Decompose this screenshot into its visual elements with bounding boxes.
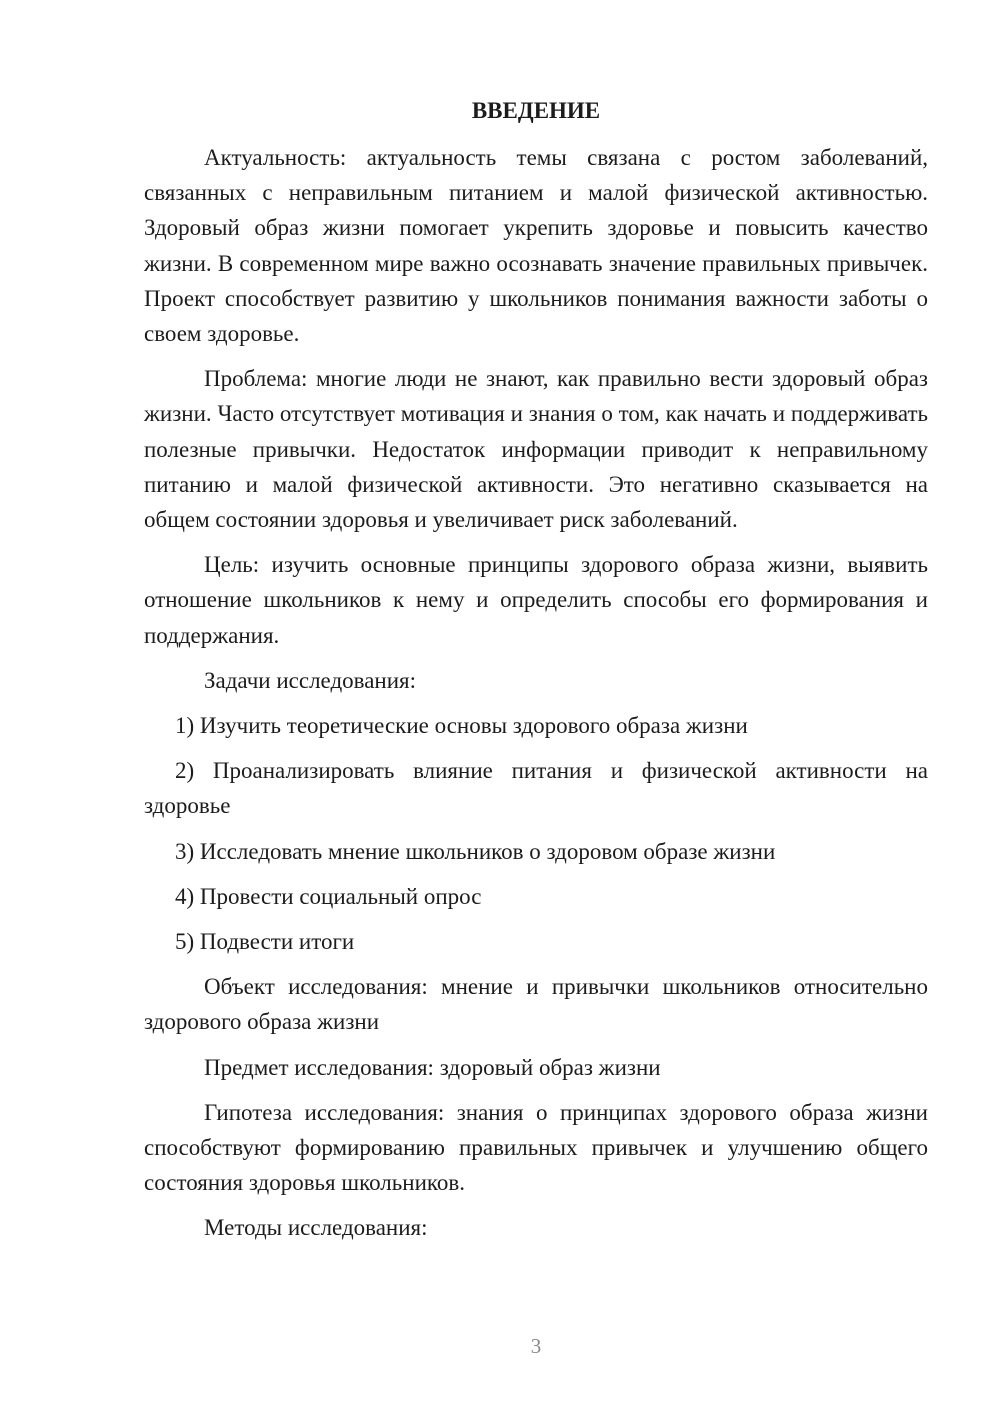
problem-paragraph: Проблема: многие люди не знают, как правильно вести здоровый образ жизни. Часто отсутствует мотивация и знания о том, как начать и поддерживать полезные привычки. Недостаток информации приводит к неправильному питанию и малой физической активности. Это негативно сказывается на общем состоянии здоровья и увеличивает риск заболеваний. xyxy=(144,366,928,533)
document-page xyxy=(144,96,928,1246)
task-item-4: 4) Провести социальный опрос xyxy=(175,883,482,909)
relevance-paragraph: Актуальность: актуальность темы связана с ростом заболеваний, связанных с неправильным питанием и малой физической активностью. Здоровый образ жизни помогает укрепить здоровье и повысить качество жизни. В современном мире важно осознавать значение правильных привычек. Проект способствует развитию у школьников понимания важности заботы о своем здоровье. xyxy=(144,145,928,347)
research-object-paragraph: Объект исследования: мнение и привычки школьников относительно здорового образа жизни xyxy=(144,974,928,1035)
task-item-1: 1) Изучить теоретические основы здорового образа жизни xyxy=(175,713,748,739)
methods-heading: Методы исследования: xyxy=(204,1215,428,1241)
research-subject-paragraph: Предмет исследования: здоровый образ жизни xyxy=(204,1054,661,1080)
task-item-5: 5) Подвести итоги xyxy=(175,929,355,955)
hypothesis-paragraph: Гипотеза исследования: знания о принципах здорового образа жизни способствуют формированию правильных привычек и улучшению общего состояния здоровья школьников. xyxy=(144,1099,928,1196)
tasks-heading: Задачи исследования: xyxy=(204,667,417,693)
page-number: 3 xyxy=(530,1334,542,1358)
goal-paragraph: Цель: изучить основные принципы здорового образа жизни, выявить отношение школьников к нему и определить способы его формирования и поддержания. xyxy=(144,552,928,648)
page-title: ВВЕДЕНИЕ xyxy=(471,98,601,123)
task-item-3: 3) Исследовать мнение школьников о здоровом образе жизни xyxy=(175,838,776,864)
task-item-2: 2) Проанализировать влияние питания и физической активности на здоровье xyxy=(144,758,928,819)
